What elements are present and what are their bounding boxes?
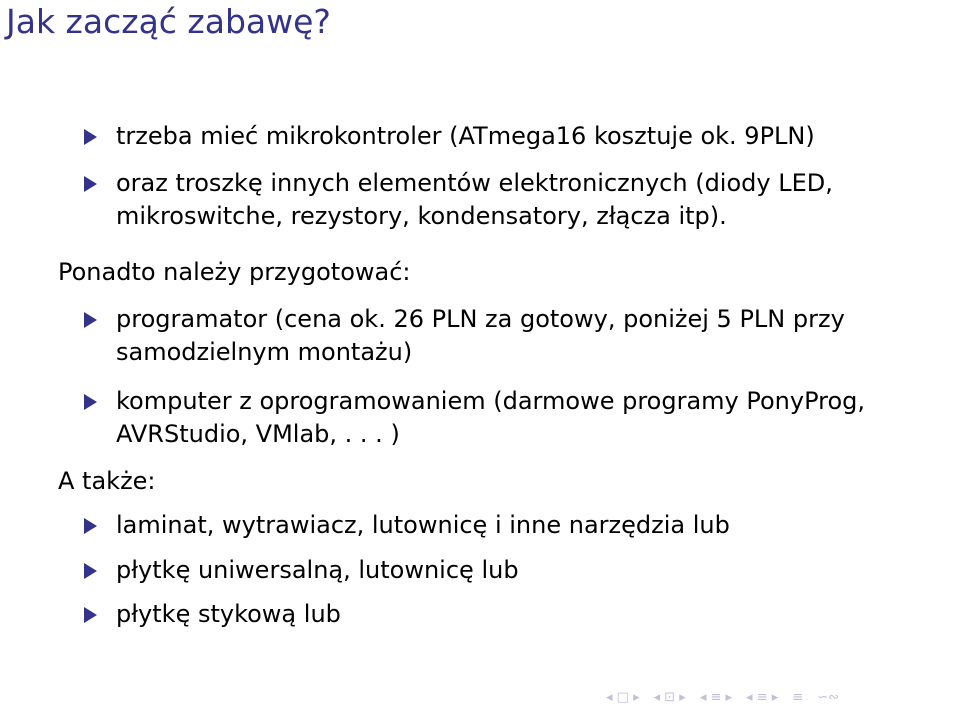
paragraph: Ponadto należy przygotować:: [58, 258, 411, 286]
list-item: laminat, wytrawiacz, lutownicę i inne narzędzia lub: [116, 511, 730, 539]
list-item: programator (cena ok. 26 PLN za gotowy, poniżej 5 PLN przy samodzielnym montażu): [116, 305, 845, 366]
list-item: komputer z oprogramowaniem (darmowe programy PonyProg, AVRStudio, VMlab, . . . ): [116, 387, 866, 448]
slide-nav-icon[interactable]: ◂ ≡ ▸: [746, 690, 779, 705]
bullet-icon: [84, 394, 97, 410]
list-item: oraz troszkę innych elementów elektronicznych (diody LED, mikroswitche, rezystory, kondensatory, złącza itp).: [116, 169, 833, 230]
bullet-icon: [84, 563, 97, 579]
frame-nav-icon[interactable]: ◂ □ ▸: [606, 690, 640, 705]
slide-title: Jak zacząć zabawę?: [6, 2, 331, 41]
bullet-icon: [84, 312, 97, 328]
list-item: płytkę uniwersalną, lutownicę lub: [116, 556, 519, 584]
bullet-icon: [84, 129, 97, 145]
list-item: płytkę stykową lub: [116, 600, 341, 628]
align-icon[interactable]: ≡: [792, 690, 804, 705]
section-nav-icon[interactable]: ◂ ≡ ▸: [699, 690, 733, 705]
search-icon[interactable]: ∽∾: [817, 690, 839, 705]
bullet-icon: [84, 518, 97, 534]
bullet-icon: [84, 176, 97, 192]
bullet-icon: [84, 607, 97, 623]
beamer-navigation: [606, 690, 839, 705]
paragraph: A także:: [58, 467, 156, 495]
subsection-nav-icon[interactable]: ◂ ⊡ ▸: [653, 690, 686, 705]
list-item: trzeba mieć mikrokontroler (ATmega16 kosztuje ok. 9PLN): [116, 122, 815, 150]
